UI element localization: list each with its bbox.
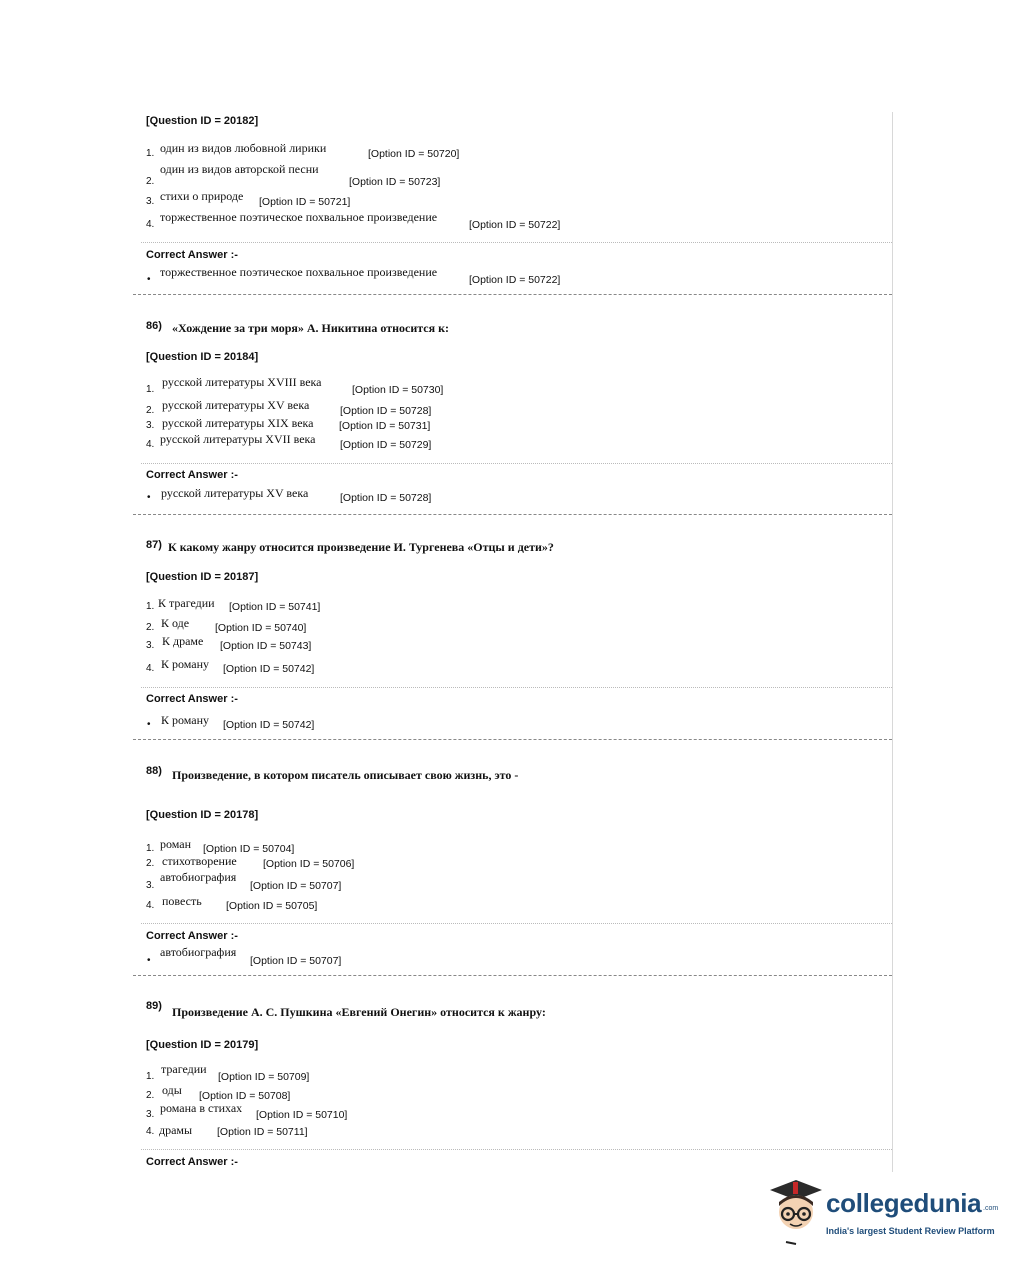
- brand-name: collegedunia: [826, 1188, 982, 1218]
- option-number: 2.: [146, 858, 155, 869]
- correct-answer-label: Correct Answer :-: [146, 469, 238, 481]
- option-number: 3.: [146, 1109, 155, 1120]
- answer-option-id: [Option ID = 50722]: [469, 274, 561, 286]
- option-id: [Option ID = 50720]: [368, 148, 460, 160]
- option-text: оды: [162, 1083, 182, 1097]
- option-id: [Option ID = 50707]: [250, 880, 342, 892]
- option-number: 1.: [146, 384, 155, 395]
- bullet: •: [147, 492, 151, 503]
- option-id: [Option ID = 50731]: [339, 420, 431, 432]
- option-id: [Option ID = 50742]: [223, 663, 315, 675]
- question-id: [Question ID = 20178]: [146, 809, 259, 821]
- option-number: 4.: [146, 900, 155, 911]
- answer-option-id: [Option ID = 50728]: [340, 492, 432, 504]
- question-separator: [133, 975, 892, 976]
- correct-answer-label: Correct Answer :-: [146, 1156, 238, 1168]
- option-text: один из видов любовной лирики: [160, 141, 327, 155]
- option-number: 3.: [146, 196, 155, 207]
- bullet: •: [147, 955, 151, 966]
- option-number: 4.: [146, 439, 155, 450]
- correct-answer-label: Correct Answer :-: [146, 693, 238, 705]
- divider: [141, 463, 892, 464]
- option-text: русской литературы XV века: [162, 398, 310, 412]
- option-number: 4.: [146, 219, 155, 230]
- option-number: 3.: [146, 420, 155, 431]
- option-text: русской литературы XIX века: [162, 416, 314, 430]
- option-text: один из видов авторской песни: [160, 162, 319, 176]
- answer-text: торжественное поэтическое похвальное произведение: [160, 265, 438, 279]
- option-text: повесть: [162, 894, 202, 908]
- option-number: 4.: [146, 663, 155, 674]
- question-text: Произведение, в котором писатель описывает свою жизнь, это -: [172, 768, 519, 782]
- option-id: [Option ID = 50723]: [349, 176, 441, 188]
- divider: [141, 1149, 892, 1150]
- answer-text: автобиография: [160, 945, 237, 959]
- option-id: [Option ID = 50705]: [226, 900, 318, 912]
- option-id: [Option ID = 50730]: [352, 384, 444, 396]
- option-number: 1.: [146, 1071, 155, 1082]
- divider: [141, 687, 892, 688]
- option-text: трагедии: [161, 1062, 207, 1076]
- option-id: [Option ID = 50721]: [259, 196, 351, 208]
- question-text: Произведение А. С. Пушкина «Евгений Онегин» относится к жанру:: [172, 1005, 546, 1019]
- option-text: русской литературы XVIII века: [162, 375, 322, 389]
- divider: [141, 242, 892, 243]
- question-separator: [133, 739, 892, 740]
- answer-text: К роману: [161, 713, 210, 727]
- option-number: 1.: [146, 843, 155, 854]
- option-id: [Option ID = 50722]: [469, 219, 561, 231]
- option-text: романа в стихах: [160, 1101, 243, 1115]
- option-number: 2.: [146, 176, 155, 187]
- option-id: [Option ID = 50709]: [218, 1071, 310, 1083]
- option-text: К трагедии: [158, 596, 215, 610]
- option-text: стихотворение: [162, 854, 237, 868]
- option-number: 3.: [146, 880, 155, 891]
- option-text: К роману: [161, 657, 210, 671]
- option-id: [Option ID = 50743]: [220, 640, 312, 652]
- option-id: [Option ID = 50728]: [340, 405, 432, 417]
- brand-tagline: India's largest Student Review Platform: [826, 1226, 995, 1236]
- question-number: 87): [146, 539, 162, 551]
- bullet: •: [147, 719, 151, 730]
- option-id: [Option ID = 50710]: [256, 1109, 348, 1121]
- option-text: торжественное поэтическое похвальное произведение: [160, 210, 438, 224]
- option-number: 2.: [146, 405, 155, 416]
- option-number: 1.: [146, 148, 155, 159]
- option-id: [Option ID = 50704]: [203, 843, 295, 855]
- option-id: [Option ID = 50706]: [263, 858, 355, 870]
- answer-option-id: [Option ID = 50742]: [223, 719, 315, 731]
- option-id: [Option ID = 50740]: [215, 622, 307, 634]
- option-text: К драме: [162, 634, 204, 648]
- option-text: автобиография: [160, 870, 237, 884]
- option-text: русской литературы XVII века: [160, 432, 316, 446]
- question-separator: [133, 514, 892, 515]
- answer-option-id: [Option ID = 50707]: [250, 955, 342, 967]
- option-id: [Option ID = 50729]: [340, 439, 432, 451]
- option-text: роман: [160, 837, 192, 851]
- option-id: [Option ID = 50708]: [199, 1090, 291, 1102]
- option-text: драмы: [159, 1123, 193, 1137]
- option-text: К оде: [161, 616, 190, 630]
- question-id: [Question ID = 20182]: [146, 115, 259, 127]
- question-number: 86): [146, 320, 162, 332]
- option-number: 1.: [146, 601, 155, 612]
- option-number: 3.: [146, 640, 155, 651]
- question-text: К какому жанру относится произведение И. Тургенева «Отцы и дети»?: [168, 540, 554, 554]
- question-id: [Question ID = 20187]: [146, 571, 259, 583]
- answer-text: русской литературы XV века: [161, 486, 309, 500]
- question-separator: [133, 294, 892, 295]
- bullet: •: [147, 274, 151, 285]
- option-number: 2.: [146, 622, 155, 633]
- option-id: [Option ID = 50711]: [217, 1126, 308, 1138]
- question-text: «Хождение за три моря» А. Никитина относится к:: [172, 321, 450, 335]
- option-id: [Option ID = 50741]: [229, 601, 321, 613]
- correct-answer-label: Correct Answer :-: [146, 930, 238, 942]
- option-number: 2.: [146, 1090, 155, 1101]
- option-number: 4.: [146, 1126, 155, 1137]
- question-id: [Question ID = 20179]: [146, 1039, 259, 1051]
- option-text: стихи о природе: [160, 189, 244, 203]
- question-id: [Question ID = 20184]: [146, 351, 259, 363]
- divider: [141, 923, 892, 924]
- question-number: 88): [146, 765, 162, 777]
- question-number: 89): [146, 1000, 162, 1012]
- brand-domain-suffix: .com: [983, 1205, 999, 1212]
- correct-answer-label: Correct Answer :-: [146, 249, 238, 261]
